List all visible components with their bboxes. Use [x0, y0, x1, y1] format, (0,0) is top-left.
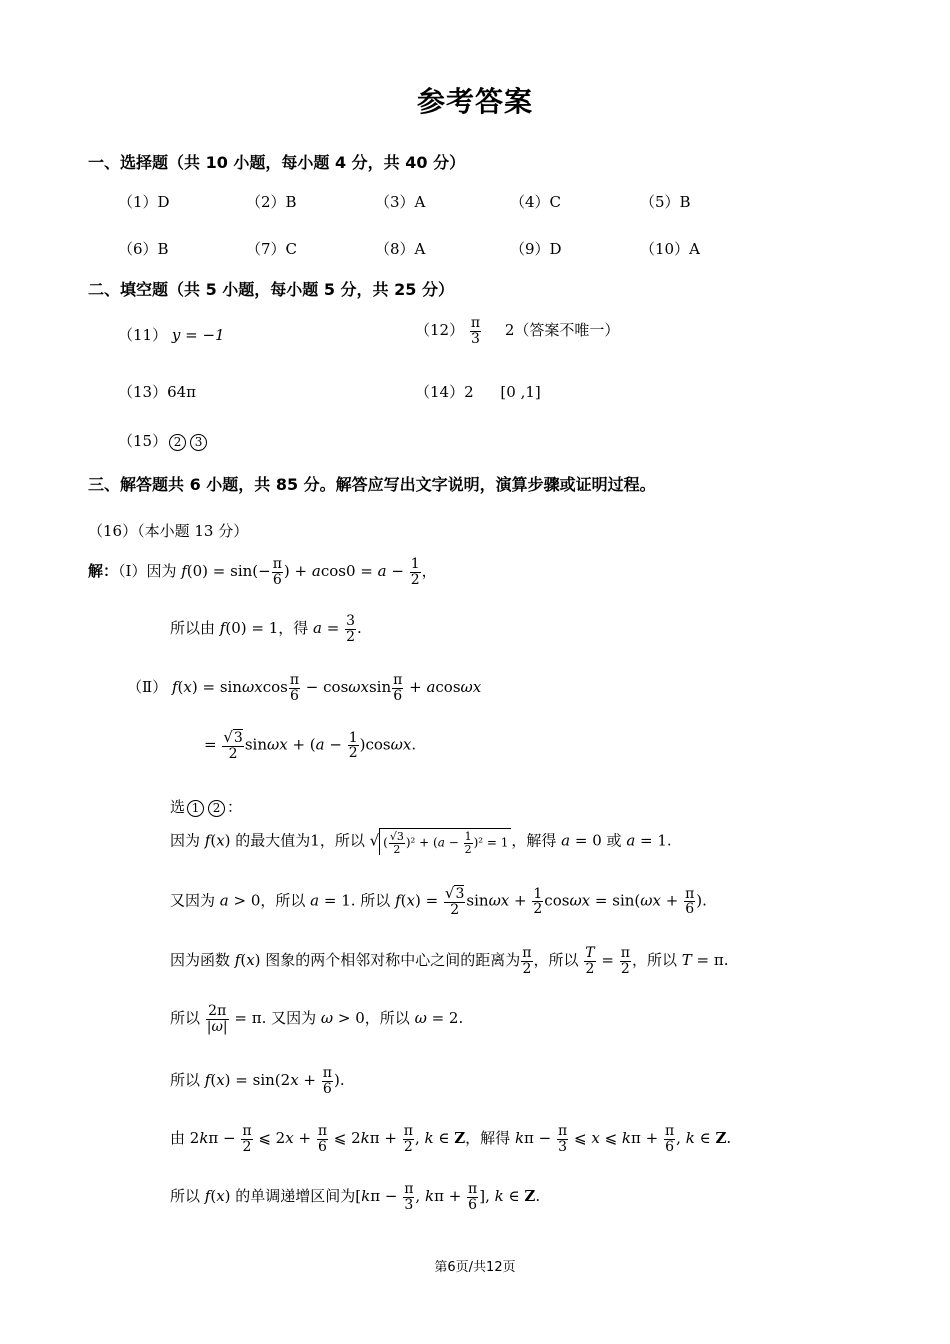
solution-part2-line1: （Ⅱ） f(x) = sinωxcos $\frac{\pi}{6}$ − cosωxsin $\frac{\pi}{6}$ + acosωx	[127, 672, 482, 704]
answer-2: （2）B	[246, 193, 297, 211]
pi-over-3-fraction: $\frac{\pi}{3}$	[470, 315, 481, 347]
answer-14-interval: [0 ,1]	[500, 383, 541, 401]
answer-13: （13）64π	[118, 383, 197, 401]
answer-12-note: 2（答案不唯一）	[504, 321, 620, 340]
answer-7: （7）C	[246, 240, 298, 258]
solution-part1-line1: 解：（Ⅰ）因为 f(0) = sin(− $\frac{\pi}{6}$ ) + acos0 = a − $\frac{1}{2}$ ，	[88, 556, 437, 588]
section-heading-choice: 一、选择题（共 10 小题，每小题 4 分，共 40 分）	[88, 153, 466, 172]
answer-11-number: （11）	[118, 326, 168, 344]
solution-choice: 选 1 2 ：	[170, 798, 243, 816]
answer-1: （1）D	[118, 193, 170, 211]
solution-line-a: 又因为 a > 0，所以 a = 1. 所以 f(x) = $\frac{√3}{2}$ sinωx + $\frac{1}{2}$ cosωx = sin(ωx + $\frac{\pi}{6}$ ).	[170, 884, 707, 918]
answer-14	[415, 381, 541, 402]
answer-6: （6）B	[118, 240, 169, 258]
answer-10: （10）A	[640, 240, 700, 258]
solution-line-omega: 所以 $\frac{2\pi}{|\omega|}$ = π. 又因为 ω > 0，所以 ω = 2.	[170, 1003, 464, 1035]
solution-line-max: 因为 f(x) 的最大值为1，所以 √ ( $\frac{√3}{2}$ )² + (a − $\frac{1}{2}$ )² = 1 ，解得 a = 0 或 a = 1.	[170, 830, 672, 856]
section-heading-solutions: 三、解答题共 6 小题，共 85 分。解答应写出文字说明，演算步骤或证明过程。	[88, 475, 656, 494]
solution-line-f: 所以 f(x) = sin(2x + $\frac{\pi}{6}$ ).	[170, 1065, 345, 1097]
answer-8: （8）A	[375, 240, 426, 258]
page-footer: 第6页/共12页	[434, 1260, 516, 1275]
solution-line-period: 因为函数 f(x) 图象的两个相邻对称中心之间的距离为 $\frac{\pi}{2}$ ，所以 $\frac{T}{2}$ = $\frac{\pi}{2}$ ，所以 T = π.	[170, 945, 729, 977]
solution-line-interval: 所以 f(x) 的单调递增区间为[kπ − $\frac{\pi}{3}$ , kπ + $\frac{\pi}{6}$ ], k ∈ Z.	[170, 1181, 541, 1213]
answer-11	[118, 324, 225, 345]
circled-2-icon: 2	[169, 434, 186, 451]
answer-14-number: （14）2	[415, 383, 474, 401]
solution-part2-line2: = $\frac{√3}{2}$ sinωx + (a − $\frac{1}{2}$ )cosωx.	[204, 728, 417, 762]
answer-12-number: （12）	[415, 321, 465, 340]
answer-4: （4）C	[510, 193, 562, 211]
solution-line-inequality: 由 2kπ − $\frac{\pi}{2}$ ⩽ 2x + $\frac{\pi}{6}$ ⩽ 2kπ + $\frac{\pi}{2}$ , k ∈ Z，解得 kπ − $\frac{\pi}{3}$ ⩽ x ⩽ kπ + $\frac{\pi}{6}$ , k ∈ Z.	[170, 1123, 732, 1155]
answer-5: （5）B	[640, 193, 691, 211]
answer-15	[118, 430, 209, 451]
page-title: 参考答案	[416, 85, 533, 118]
section-heading-fill: 二、填空题（共 5 小题，每小题 5 分，共 25 分）	[88, 280, 454, 299]
answer-15-number: （15）	[118, 432, 168, 450]
solution-part1-line2: 所以由 f(0) = 1，得 a = $\frac{3}{2}$ .	[170, 613, 362, 645]
answer-11-value: y = −1	[171, 326, 225, 344]
question-16-title: （16）（本小题 13 分）	[88, 522, 249, 540]
answer-3: （3）A	[375, 193, 426, 211]
circled-3-icon: 3	[190, 434, 207, 451]
answer-9: （9）D	[510, 240, 562, 258]
answer-12	[415, 316, 619, 346]
